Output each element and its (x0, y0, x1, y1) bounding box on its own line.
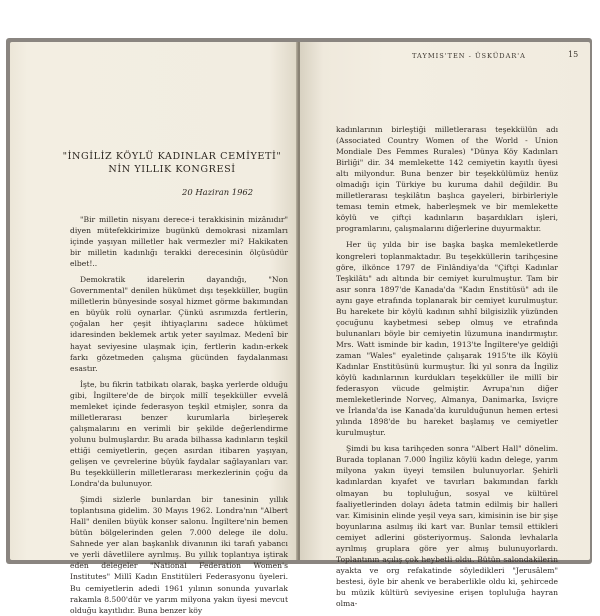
right-page (300, 42, 590, 608)
body-paragraph: Şimdi bu kısa tarihçeden sonra "Albert Hall" dönelim. Burada toplanan 7.000 İngiliz köylü kadın delege, yarım milyona yakın üyeyi temsilen bulunuyorlar. Şehirli kadınlardan kıyafet ve tavırları bakımından farklı olmayan bu topluluğun, sosyal ve kültürel faaliyetlerinden dolayı âdeta tatmin edilmiş bir halleri var. Kimisinin elinde yeşil veya sarı, kimisinin ise bir şişe boyunlarına asılmış iki kart var. Bunlar temsil ettikleri cemiyet adlerini gösteriyormuş. Salonda levhalarla ayrılmış gruplara göre yer almış bulunuyorlardı. Toplantının açılış çok heybetli oldu. Bütün salondakilerin ayakta ve org refakatinde söyledikleri "Jerusâlem" bestesi, öyle bir ahenk ve beraberlikle oldu ki, şehircede bu müzik kültürü seviyesine erişen topluluğa hayran olma- (336, 444, 558, 608)
body-paragraph: kadınlarının birleştiği milletlerarası teşekkülün adı (Associated Country Women of the World - Union Mondiale Des Femmes Rurales) "Dünya Köy Kadınları Birliği" dir. 34 memlekette 142 cemiyetin kayıtlı üyesi altı milyondur. Buna benzer bir teşekkülümüz henüz olmadığı için Türkiye bu kuruma dahil değildir. Bu milletlerarası teşkilâtın başlıca gayeleri, birbirleriyle teması temin etmek, haberleşmek ve bir memlekette köylü ve çiftçi kadınların başardıkları işleri, programlarını, çalışmalarını diğerlerine duyurmaktır. (336, 125, 558, 234)
page-number: 15 (568, 50, 579, 59)
right-page-body (336, 124, 558, 609)
article-title: "İNGİLİZ KÖYLÜ KADINLAR CEMİYETİ" NİN YILLIK KONGRESİ (62, 151, 282, 175)
body-paragraph: Şimdi sizlerle bunlardan bir tanesinin yıllık toplantısına gidelim. 30 Mayıs 1962. Londra'nın "Albert Hall" denilen büyük konser salonu. İngiltere'nin bemen bütün bölgelerinden gelen 7.000 delege ile dolu. Sahnede yer alan başkanlık divanının iki tarafı yabancı ve yerli dâvetlilere ayrılmış. Bu yıllık toplantıya iştirak eden delegeler "National Federation Women's Institutes" Millî Kadın Enstitüleri Federasyonu üyeleri. Bu cemiyetlerin adedi 1961 yılının sonunda yuvarlak rakamla 8.500'dür ve yarım milyona yakın üyesi mevcut olduğu kayıtlıdır. Buna benzer köy (70, 495, 288, 615)
body-paragraph: İşte, bu fikrin tatbikatı olarak, başka yerlerde olduğu gibi, İngiltere'de de birçok millî teşekküller evvelâ memleket içinde federasyon teşkil etmişler, sonra da milletlerarası benzer kurumlarla birleşerek çalışmalarını en verimli bir şekilde değerlendirme yolunu bulmuşlardır. Bu arada bilhassa kadınların teşkil ettiği cemiyetlerin, geçen asırdan itibaren yaşıyan, gelişen ve çevrelerine büyük faydalar sağlayanları var. Bu teşekküllerin milletlerarası merkezlerinin çoğu da Londra'da bulunuyor. (70, 379, 288, 489)
body-paragraph: "Bir milletin nisyanı derece-i terakkisinin mizânıdır" diyen mütefekkirimize bugünkü demokrasi nizamları içinde yaşıyan milletler hak vermezler mi? Hakikaten bir milletin kadınlığı terakki derecesinin ölçüsüdür elbet!.. (70, 215, 288, 269)
body-paragraph: Demokratik idarelerin dayandığı, "Non Governmental" denilen hükümet dışı teşekküller, bugün milletlerin bünyesinde sosyal hizmet görme bakımından en büyük rolü oynarlar. Çünkü asrımızda fertlerin, çoğalan her çeşit ihtiyaçlarını sadece hükümet idaresinden beklemek artık yeter sayılmaz. Medenî bir hayat seviyesine ulaşmak için, fertlerin kadın-erkek farkı gözetmeden çalışma gücünden faydalanması esastır. (70, 275, 288, 373)
left-page (10, 42, 298, 615)
left-page-body (70, 214, 288, 616)
body-paragraph: Her üç yılda bir ise başka başka memleketlerde kongreleri toplanmaktadır. Bu teşekküllerin tarihçesine göre, ilkönce 1797 de Finlândiya'da "Çiftçi Kadınlar Teşkilâtı" adı altında bir cemiyet kurulmuştur. Tam bir asır sonra 1897'de Kanada'da "Kadın Enstitüsü" adı ile aynı gaye etrafında toplanarak bir cemiyet kurulmuştur. Bu harekete bir köylü kadının sıhhî bilgisizlik yüzünden çocuğunu kaybetmesi sebep olmuş ve etrafında bulunanları böyle bir cemiyetin lüzumuna inandırmıştır. Mrs. Watt isminde bir kadın, 1913'te İngiltere'ye geldiği zaman "Wales" eyaletinde çalışarak 1915'te ilk Köylü Kadınlar Enstitüsünü kurmuştur. İki yıl sonra da İngiliz köylü kadınlarının kurdukları teşekküller ile millî bir federasyon vücude gelmiştir. Avrupa'nın diğer memleketlerinde Norveç, Almanya, Danimarka, Isviçre ve İrlanda'da ise Kanada'da kurulduğunun hemen ertesi yılında 1898'de bu hareket başlamış ve cemiyetler kurulmuştur. (336, 240, 558, 438)
article-dateline: 20 Haziran 1962 (182, 187, 254, 197)
running-head: TAYMIS'TEN - ÜSKÜDAR'A (412, 52, 526, 60)
